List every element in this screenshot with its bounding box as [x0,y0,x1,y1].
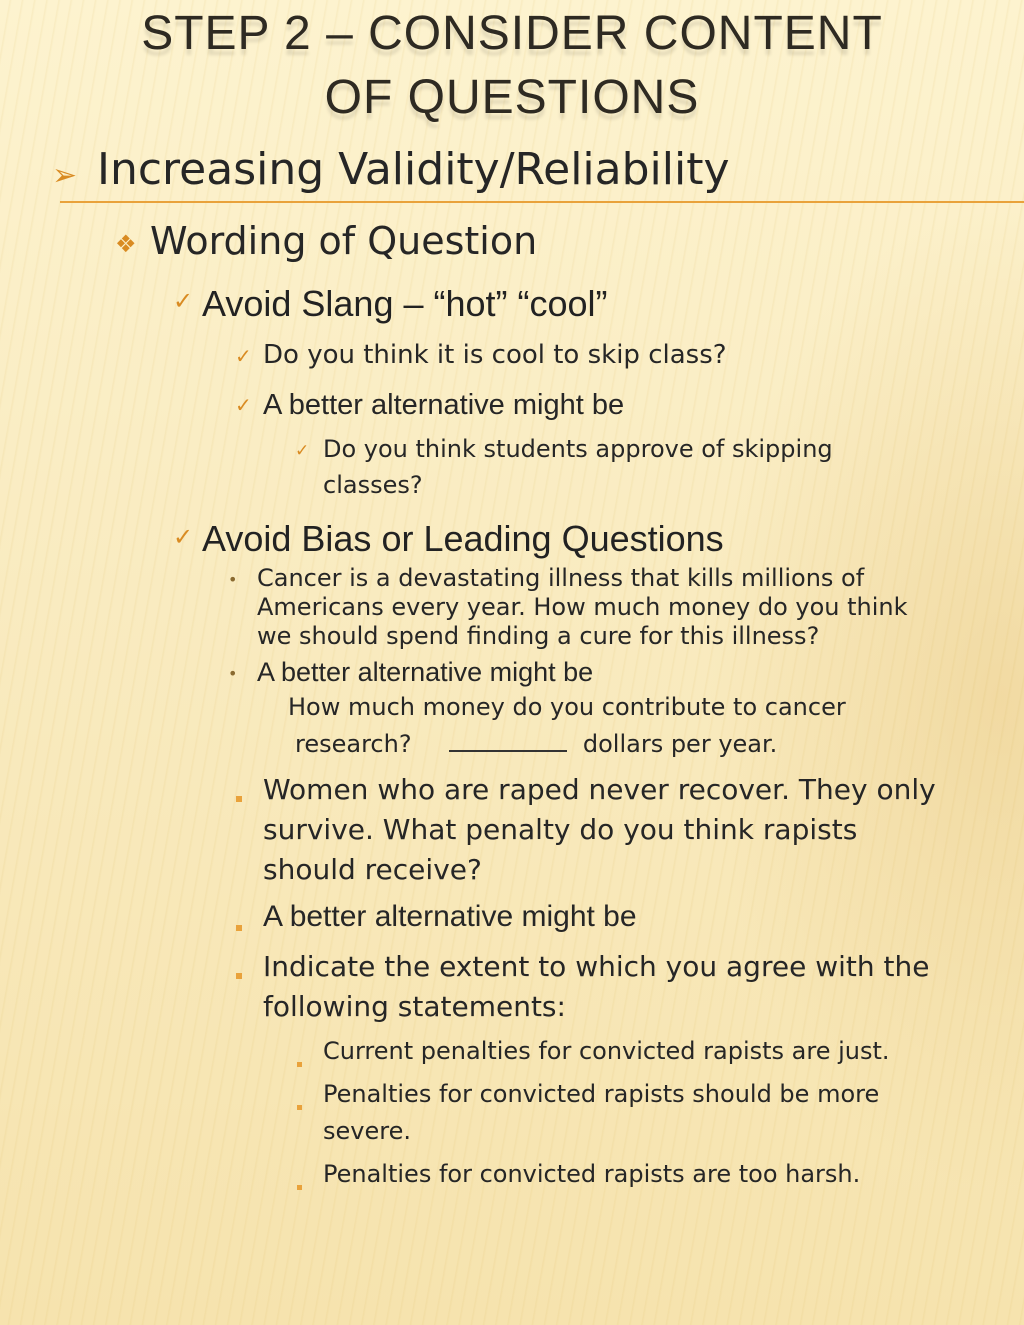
checkmark-icon: ✓ [173,287,194,315]
indicate-line2: following statements: [263,990,566,1023]
dot-bullet-icon: • [228,664,238,683]
slang-heading: Avoid Slang – “hot” “cool” [202,283,608,324]
cancer-alternative-line1: How much money do you contribute to cancer [288,693,846,721]
rape-question-line2: survive. What penalty do you think rapists [263,813,858,846]
cancer-alternative-units: dollars per year. [582,730,778,758]
bias-heading: Avoid Bias or Leading Questions [202,518,724,559]
level1-heading: Increasing Validity/Reliability [97,144,730,195]
slang-alternative-line2: classes? [323,471,423,499]
slide-title-line1: STEP 2 – CONSIDER CONTENT [141,7,883,60]
cancer-alternative-line2 [295,728,777,758]
cancer-better-label: A better alternative might be [257,657,594,687]
square-bullet-icon [297,1175,302,1194]
dot-bullet-icon: • [228,570,238,589]
rape-better-label: A better alternative might be [263,900,637,933]
indicate-line1: Indicate the extent to which you agree with the [263,950,930,983]
square-bullet-icon [236,787,242,806]
square-bullet-icon [236,964,242,983]
checkmark-icon: ✓ [173,523,194,551]
checkmark-icon: ✓ [235,344,252,368]
cancer-alternative-research: research? [295,730,412,758]
diamond-bullet-icon: ❖ [115,230,137,258]
heading-divider [60,201,1024,203]
rape-question-line3: should receive? [263,853,482,886]
checkmark-icon: ✓ [235,393,252,417]
cancer-question-line2: Americans every year. How much money do you think [257,593,908,621]
statement-2-line2: severe. [323,1117,411,1145]
slang-better-label: A better alternative might be [263,389,625,421]
cancer-question-line3: we should spend finding a cure for this illness? [257,622,820,650]
slang-alternative-line1: Do you think students approve of skipping [323,435,833,463]
statement-2-line1: Penalties for convicted rapists should be more [323,1080,880,1108]
statement-1: Current penalties for convicted rapists are just. [323,1037,890,1065]
rape-question-line1: Women who are raped never recover. They only [263,773,936,806]
square-bullet-icon [236,916,242,935]
checkmark-icon: ✓ [295,441,310,461]
cancer-question-line1: Cancer is a devastating illness that kills millions of [257,564,865,592]
square-bullet-icon [297,1095,302,1114]
arrow-bullet-icon: ➢ [52,158,78,193]
slide-title-line2: OF QUESTIONS [324,71,700,124]
square-bullet-icon [297,1052,302,1071]
slang-example: Do you think it is cool to skip class? [263,340,727,370]
answer-blank [449,728,567,752]
statement-3: Penalties for convicted rapists are too harsh. [323,1160,861,1188]
level2-heading: Wording of Question [150,219,538,263]
